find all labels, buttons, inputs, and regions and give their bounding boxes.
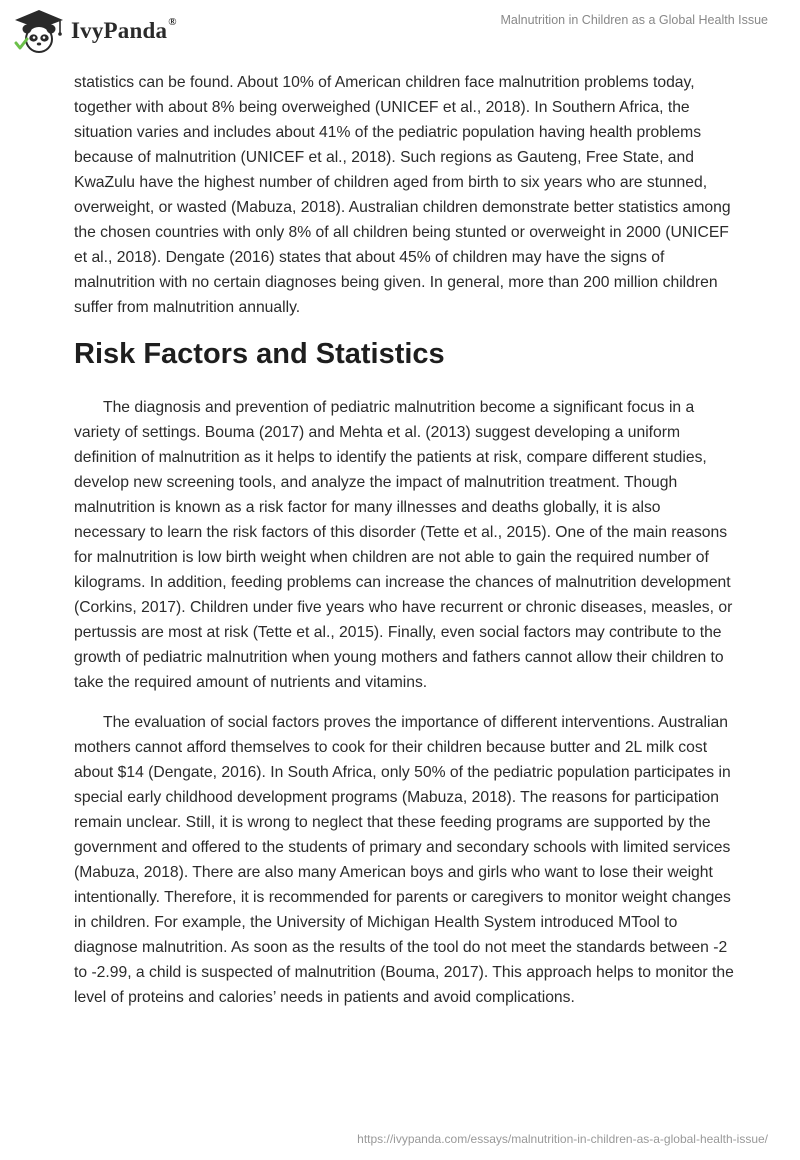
brand-name: IvyPanda® <box>71 16 177 43</box>
paragraph-risk-factors: The diagnosis and prevention of pediatric malnutrition become a significant focus in a variety of settings. Bouma (2017) and Mehta et al. (2013) suggest developing a uniform definition of malnutrition as it helps to identify the patients at risk, compare different studies, develop new screening tools, and analyze the impact of malnutrition treatment. Though malnutrition is known as a risk factor for many illnesses and deaths globally, it is also necessary to learn the risk factors of this disorder (Tette et al., 2015). One of the main reasons for malnutrition is low birth weight when children are not able to gain the required number of kilograms. In addition, feeding problems can increase the chances of malnutrition development (Corkins, 2017). Children under five years who have recurrent or chronic diseases, measles, or pertussis are most at risk (Tette et al., 2015). Finally, even social factors may contribute to the growth of pediatric malnutrition when young mothers and fathers cannot allow their children to take the required amount of nutrients and vitamins. <box>74 399 733 691</box>
section-heading: Risk Factors and Statistics <box>74 338 445 370</box>
paragraph-statistics: statistics can be found. About 10% of American children face malnutrition problems today, together with about 8% being overweighed (UNICEF et al., 2018). In Southern Africa, the situation varies and includes about 41% of the pediatric population having health problems because of malnutrition (UNICEF et al., 2018). Such regions as Gauteng, Free State, and KwaZulu have the highest number of children aged from birth to six years who are stunned, overweight, or wasted (Mabuza, 2018). Australian children demonstrate better statistics among the chosen countries with only 8% of all children being stunted or overweight in 2000 (UNICEF et al., 2018). Dengate (2016) states that about 45% of children may have the signs of malnutrition with no certain diagnoses being given. In general, more than 200 million children suffer from malnutrition annually. <box>74 74 731 316</box>
document-title: Malnutrition in Children as a Global Health Issue <box>500 13 768 27</box>
page-header <box>0 0 800 66</box>
panda-graduation-cap-icon <box>13 9 65 53</box>
article-body <box>74 70 734 1010</box>
paragraph-gap <box>74 695 734 710</box>
registered-mark: ® <box>168 16 177 28</box>
footer-url[interactable]: https://ivypanda.com/essays/malnutrition-in-children-as-a-global-health-issue/ <box>357 1132 768 1146</box>
logo[interactable] <box>13 9 177 53</box>
paragraph-social-factors: The evaluation of social factors proves the importance of different interventions. Australian mothers cannot afford themselves to cook for their children because butter and 2L milk cost about $14 (Dengate, 2016). In South Africa, only 50% of the pediatric population participates in special early childhood development programs (Mabuza, 2018). The reasons for participation remain unclear. Still, it is wrong to neglect that these feeding programs are supported by the government and offered to the students of primary and secondary schools with limited services (Mabuza, 2018). There are also many American boys and girls who want to lose their weight intentionally. Therefore, it is recommended for parents or caregivers to monitor weight changes in children. For example, the University of Michigan Health System introduced MTool to diagnose malnutrition. As soon as the results of the tool do not meet the standards between -2 to -2.99, a child is suspected of malnutrition (Bouma, 2017). This approach helps to monitor the level of proteins and calories’ needs in patients and avoid complications. <box>74 714 734 1006</box>
